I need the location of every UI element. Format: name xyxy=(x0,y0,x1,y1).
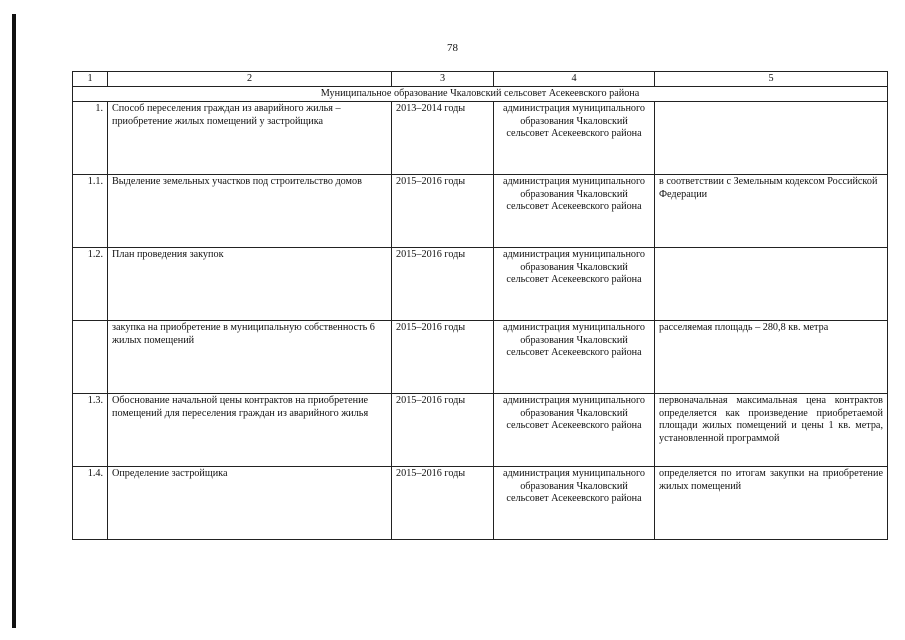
row-period: 2013–2014 годы xyxy=(392,102,494,175)
section-row xyxy=(73,87,888,102)
column-numbers-row xyxy=(73,72,888,87)
page-number: 78 xyxy=(447,42,458,54)
row-responsible: администрация муниципального образования Чкаловский сельсовет Асекеевского района xyxy=(494,175,655,248)
row-action: закупка на приобретение в муниципальную собственность 6 жилых помещений xyxy=(108,321,392,394)
table-row xyxy=(73,102,888,175)
column-header-2: 2 xyxy=(108,72,392,87)
row-note xyxy=(655,248,888,321)
row-action: Обоснование начальной цены контрактов на приобретение помещений для переселения граждан из аварийного жилья xyxy=(108,394,392,467)
row-action: Способ переселения граждан из аварийного жилья – приобретение жилых помещений у застройщика xyxy=(108,102,392,175)
row-period: 2015–2016 годы xyxy=(392,394,494,467)
row-note: расселяемая площадь – 280,8 кв. метра xyxy=(655,321,888,394)
table-row xyxy=(73,321,888,394)
row-number: 1.1. xyxy=(73,175,108,248)
table-row xyxy=(73,467,888,540)
row-action: Определение застройщика xyxy=(108,467,392,540)
row-responsible: администрация муниципального образования Чкаловский сельсовет Асекеевского района xyxy=(494,467,655,540)
row-responsible: администрация муниципального образования Чкаловский сельсовет Асекеевского района xyxy=(494,102,655,175)
row-period: 2015–2016 годы xyxy=(392,248,494,321)
row-action: Выделение земельных участков под строительство домов xyxy=(108,175,392,248)
row-responsible: администрация муниципального образования Чкаловский сельсовет Асекеевского района xyxy=(494,321,655,394)
row-number: 1.3. xyxy=(73,394,108,467)
column-header-3: 3 xyxy=(392,72,494,87)
column-header-4: 4 xyxy=(494,72,655,87)
column-header-5: 5 xyxy=(655,72,888,87)
table-row xyxy=(73,394,888,467)
row-note: в соответствии с Земельным кодексом Российской Федерации xyxy=(655,175,888,248)
row-number: 1.4. xyxy=(73,467,108,540)
table-row xyxy=(73,248,888,321)
row-responsible: администрация муниципального образования Чкаловский сельсовет Асекеевского района xyxy=(494,248,655,321)
section-title: Муниципальное образование Чкаловский сельсовет Асекеевского района xyxy=(73,87,888,102)
row-period: 2015–2016 годы xyxy=(392,321,494,394)
row-note xyxy=(655,102,888,175)
row-responsible: администрация муниципального образования Чкаловский сельсовет Асекеевского района xyxy=(494,394,655,467)
row-note: первоначальная максимальная цена контрактов определяется как произведение приобретаемой площади жилых помещений и цены 1 кв. метра, установленной программой xyxy=(655,394,888,467)
measures-table xyxy=(72,71,888,540)
row-action: План проведения закупок xyxy=(108,248,392,321)
row-number xyxy=(73,321,108,394)
row-period: 2015–2016 годы xyxy=(392,467,494,540)
column-header-1: 1 xyxy=(73,72,108,87)
table-row xyxy=(73,175,888,248)
row-note: определяется по итогам закупки на приобретение жилых помещений xyxy=(655,467,888,540)
binding-line xyxy=(12,14,16,628)
row-number: 1. xyxy=(73,102,108,175)
row-number: 1.2. xyxy=(73,248,108,321)
row-period: 2015–2016 годы xyxy=(392,175,494,248)
